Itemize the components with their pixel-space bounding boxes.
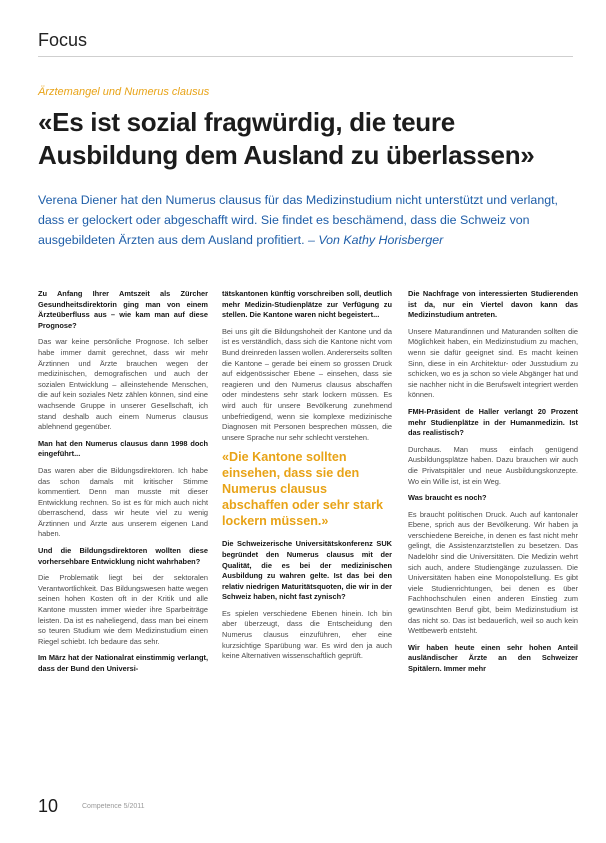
interview-question: Und die Bildungsdirektoren wollten diese vorhersehbare Entwicklung nicht wahrhaben? — [38, 546, 208, 566]
interview-question: Die Nachfrage von interessierten Studierenden ist da, nur ein Viertel davon kann das Medizinstudium antreten. — [408, 289, 578, 320]
magazine-issue: Competence 5/2011 — [82, 803, 145, 810]
interview-question: Im März hat der Nationalrat einstimmig verlangt, dass der Bund den Universi- — [38, 653, 208, 673]
article-lead — [38, 190, 574, 250]
interview-answer: Unsere Maturandinnen und Maturanden sollten die Möglichkeit haben, ein Medizinstudium zu machen, wenn sie dafür geeignet sind. Es macht keinen Sinn, diese in ein Architektur- oder Jusstudium zu schicken, wo es ja schon so viele Abgänger hat und sie nachher nicht in die Berufswelt integriert werden können. — [408, 326, 578, 400]
article-headline: «Es ist sozial fragwürdig, die teure Ausbildung dem Ausland zu überlassen» — [38, 107, 535, 170]
interview-answer: Die Problematik liegt bei der sektoralen Verantwortlichkeit. Das Bildungswesen hatte wegen seinen hohen Kosten oft in der Kritik und alle Kantone mussten immer wieder ihre Sparbeiträge leisten. Da ist es naheliegend, dass man bei einem so teuren Studium wie dem Medizinstudium einen Riegel schiebt. Ich bedaure das sehr. — [38, 573, 208, 646]
interview-question: Wir haben heute einen sehr hohen Anteil ausländischer Ärzte an den Schweizer Spitälern. Immer mehr — [408, 642, 578, 673]
pull-quote: «Die Kantone sollten einsehen, dass sie den Numerus clausus abschaffen oder sehr stark lockern müssen.» — [222, 450, 383, 529]
interview-answer: Es spielen verschiedene Ebenen hinein. Ich bin aber überzeugt, dass die Entscheidung den Numerus clausus einzuführen, eher eine kurzsichtige Sparübung war. Es wird den ja auch keine Alternativen wissenschaftlich geprüft. — [222, 608, 392, 661]
interview-answer: Bei uns gilt die Bildungshoheit der Kantone und da ist es verständlich, dass sich die Kantone nicht vom Bund dreinreden lassen wollen. Andererseits sollten die Kantone – gerade bei einem so grossen Druck auf eidgenössischer Ebene – einsehen, dass sie reagieren und den Numerus clausus abschaffen oder mindestens sehr stark lockern müssen. Es wird auch für unsere Bevölkerung zunehmend unbefriedigend, wenn sie komplexe medizinische Diagnosen mit Personen besprechen müssen, die unsere Sprache nur sehr schlecht verstehen. — [222, 326, 392, 442]
interview-question: Man hat den Numerus clausus dann 1998 doch eingeführt... — [38, 438, 208, 459]
section-label: Focus — [38, 30, 88, 50]
lead-byline: – Von Kathy Horisberger — [304, 233, 444, 247]
header-divider — [38, 56, 573, 57]
article-kicker: Ärztemangel und Numerus clausus — [38, 86, 210, 98]
lead-text: Verena Diener hat den Numerus clausus für das Medizinstudium nicht unterstützt und verlangt, dass er gelockert oder abgeschafft wird. Sie findet es beschämend, dass die Schweiz von ausgebildeten Ärzten aus dem Ausland profitiert. — [38, 193, 558, 247]
text-column-2 — [222, 289, 392, 668]
interview-answer: Das war keine persönliche Prognose. Ich selber habe immer damit gerechnet, dass wir mehr Ärztinnen und Ärzte brauchen wegen der medizinischen, demografischen und auch der sozialen Entwicklung – alleinstehende Menschen, die auf kein soziales Netz zählen können, sind eine wachsende Gruppe in unserer Gesellschaft, ich stand deshalb auch einem Numerus clausus ablehnend gegenüber. — [38, 337, 208, 432]
interview-question: Zu Anfang Ihrer Amtszeit als Zürcher Gesundheitsdirektorin ging man von einem Ärzteüberfluss aus – wie kam man auf diese Prognose? — [38, 289, 208, 330]
text-column-1 — [38, 289, 208, 681]
interview-answer: Das waren aber die Bildungsdirektoren. Ich habe das schon damals mit kritischer Stimme kommentiert. Denn man musste mit dieser Entwicklung rechnen. So ist es für mich auch nicht überraschend, dass wir heute viel zu wenig Ärztinnen und Ärzte aus unserem eigenen Land haben. — [38, 465, 208, 539]
interview-question: Die Schweizerische Universitätskonferenz SUK begründet den Numerus clausus mit der Qualität, die es bei der medizinischen Ausbildung zu wahren gelte. Ist das bei den relativ niedrigen Maturitätsquoten, die wir in der Schweiz haben, nicht fast zynisch? — [222, 539, 392, 602]
interview-question: FMH-Präsident de Haller verlangt 20 Prozent mehr Studienplätze in der Humanmedizin. Ist das realistisch? — [408, 406, 578, 438]
interview-answer: Es braucht politischen Druck. Auch auf kantonaler Ebene, sprich aus der Bevölkerung. Wir haben ja verschiedene Bereiche, in denen es fast nicht mehr gelingt, die Assistenzarztstellen zu besetzen. Das Nadelöhr sind die Universitäten. Die Medizin wehrt sich auch, andere Studiengänge zuzulassen. Die Universitäten haben eine Monopolstellung. Es gibt viele Studienrichtungen, bei denen es über Fachhochschulen einen anderen Einstieg zum gewünschten Beruf gibt, beim Medizinstudium ist das nicht so. Das ist bedauerlich, weil so auch kein Wettbewerb entsteht. — [408, 509, 578, 636]
interview-answer: Durchaus. Man muss einfach genügend Ausbildungsplätze haben. Dazu brauchen wir auch die Privatspitäler und neue Ausbildungskonzepte. Wo ein Wille ist, ist ein Weg. — [408, 444, 578, 486]
interview-question: tätskantonen künftig vorschreiben soll, deutlich mehr Medizin-Studienplätze zur Verfügung zu stellen. Die Kantone waren nicht begeistert... — [222, 289, 392, 320]
text-column-3 — [408, 289, 578, 681]
interview-question: Was braucht es noch? — [408, 493, 487, 503]
page-number: 10 — [38, 796, 59, 816]
